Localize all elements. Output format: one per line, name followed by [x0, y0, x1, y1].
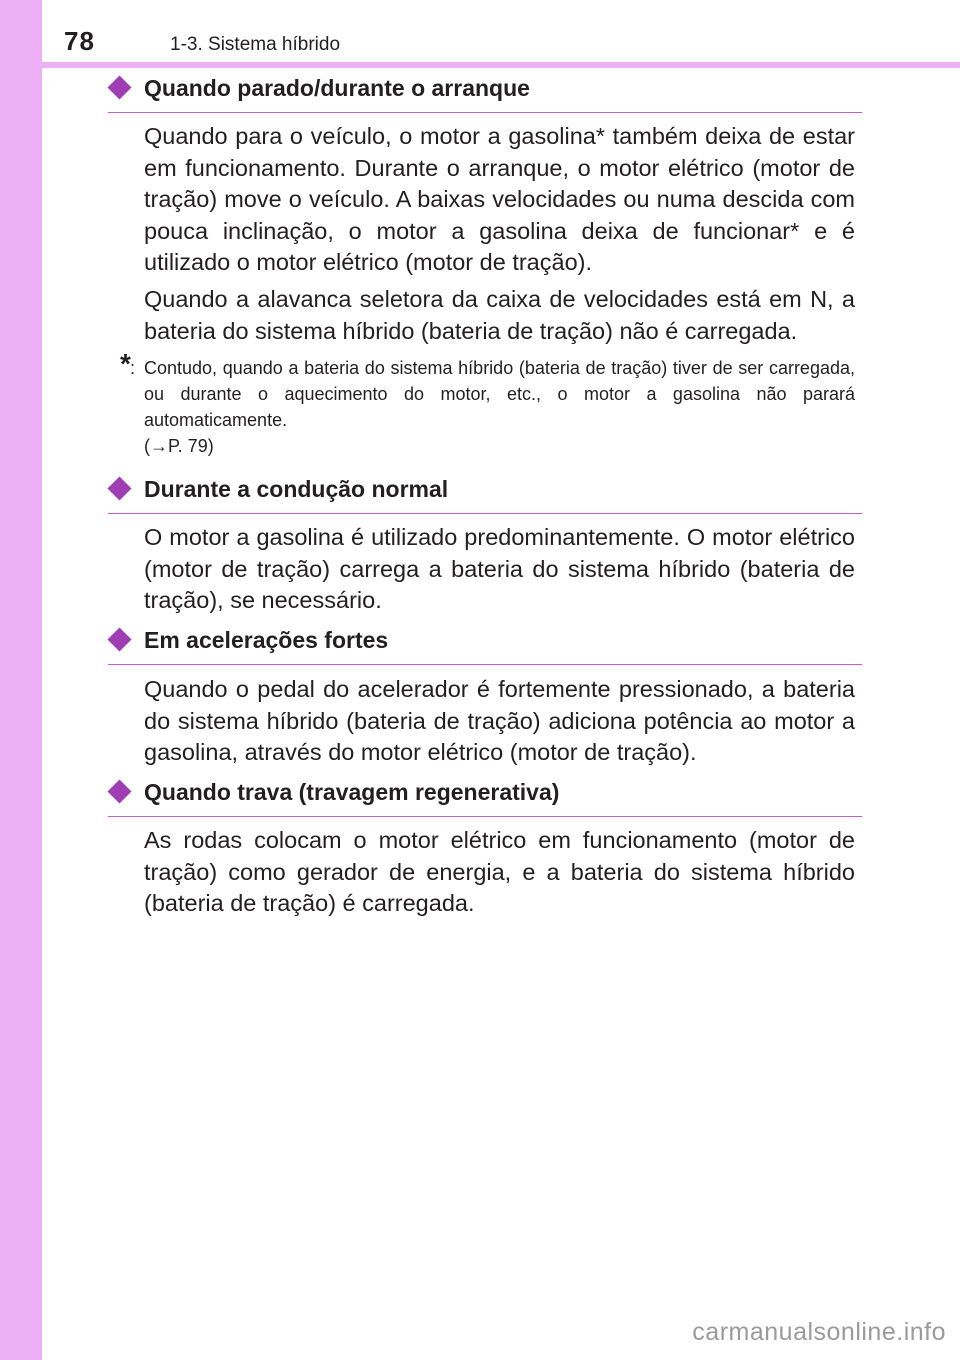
watermark: carmanualsonline.info — [692, 1318, 946, 1346]
paragraph: Quando a alavanca seletora da caixa de velocidades está em N, a bateria do sistema híbrido (bateria de tração) não é carregada. — [144, 286, 855, 344]
page-number: 78 — [64, 26, 95, 56]
header-rule — [42, 62, 960, 68]
section-heading-aceleracoes — [108, 624, 862, 665]
section-heading-parado — [108, 72, 862, 113]
section-heading-travagem — [108, 776, 862, 817]
page-header — [0, 0, 960, 68]
diamond-bullet-icon — [107, 779, 131, 803]
footnote-colon: : — [130, 358, 136, 378]
paragraph: As rodas colocam o motor elétrico em funcionamento (motor de tração) como gerador de energia, e a bateria do sistema híbrido (bateria de tração) é carregada. — [144, 827, 855, 916]
paragraph: Quando para o veículo, o motor a gasolina* também deixa de estar em funcionamento. Durante o arranque, o motor elétrico (motor de tração) move o veículo. A baixas velocidades ou numa descida com pouca inclinação, o motor a gasolina deixa de funcionar* e é utilizado o motor elétrico (motor de tração). — [144, 123, 855, 275]
section-title: Quando trava (travagem regenerativa) — [144, 779, 560, 805]
paragraph: O motor a gasolina é utilizado predominantemente. O motor elétrico (motor de tração) carrega a bateria do sistema híbrido (bateria de tração), se necessário. — [144, 524, 855, 613]
diamond-bullet-icon — [107, 627, 131, 651]
diamond-bullet-icon — [107, 476, 131, 500]
footnote — [120, 348, 855, 459]
section-heading-normal — [108, 473, 862, 514]
section-title: Quando parado/durante o arranque — [144, 75, 530, 101]
section-title: Em acelerações fortes — [144, 627, 389, 653]
paragraph: Quando o pedal do acelerador é fortemente pressionado, a bateria do sistema híbrido (bateria de tração) adiciona potência ao motor a gasolina, através do motor elétrico (motor de tração). — [144, 676, 855, 765]
footnote-text: Contudo, quando a bateria do sistema híbrido (bateria de tração) tiver de ser carregada, ou durante o aquecimento do motor, etc., o motor a gasolina não parará automaticamente. — [144, 358, 855, 430]
footnote-mark: * — [120, 348, 131, 379]
page-reference-link[interactable]: (→P. 79) — [144, 436, 214, 456]
diamond-bullet-icon — [107, 75, 131, 99]
side-color-band — [0, 0, 42, 1360]
chapter-title: 1-3. Sistema híbrido — [170, 34, 341, 55]
section-title: Durante a condução normal — [144, 476, 449, 502]
